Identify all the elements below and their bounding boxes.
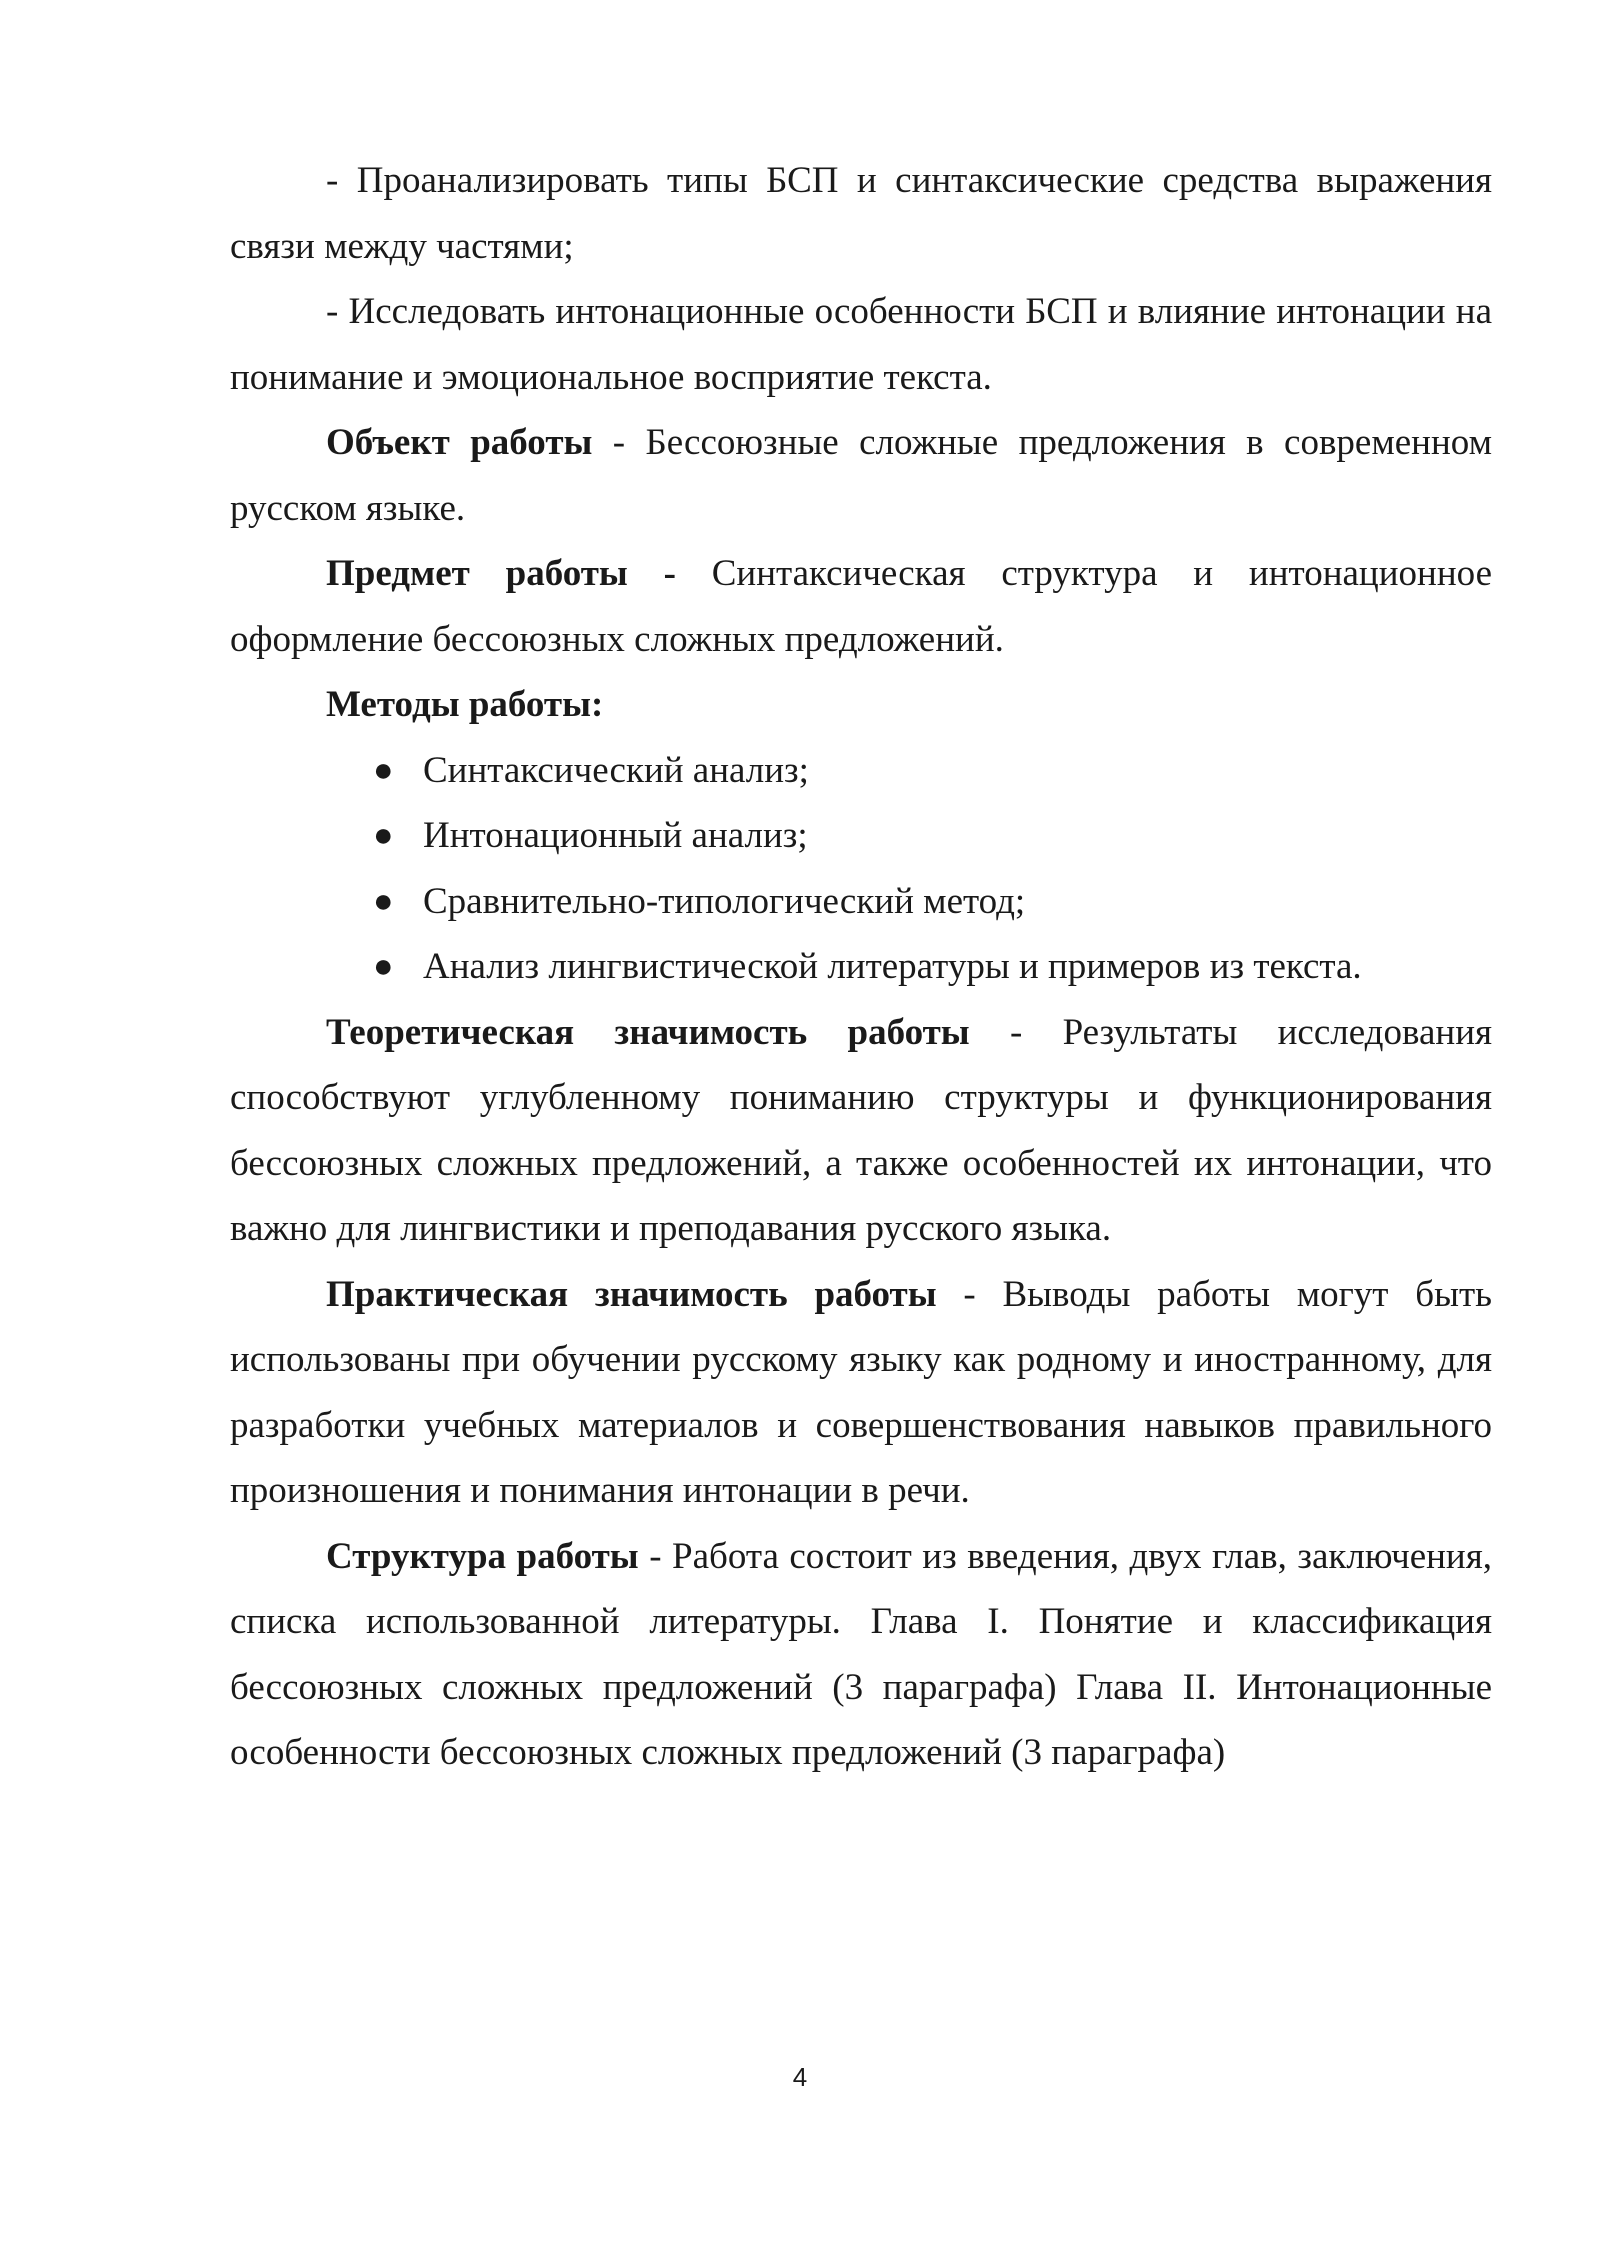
practical-label: Практическая значимость работы: [326, 1273, 937, 1315]
object-paragraph: [230, 410, 1492, 541]
practical-paragraph: [230, 1262, 1492, 1524]
methods-item-text: Интонационный анализ;: [423, 815, 808, 856]
methods-list: [230, 738, 1492, 1000]
methods-heading: Методы работы:: [326, 684, 604, 725]
bullet-icon: ●: [373, 817, 394, 854]
structure-label: Структура работы: [326, 1535, 639, 1577]
subject-text: Синтаксическая структура и интонационное оформление бессоюзных сложных предложений.: [230, 553, 1492, 660]
task-item-1: - Проанализировать типы БСП и синтаксические средства выражения связи между частями;: [230, 160, 1492, 267]
bullet-icon: ●: [373, 751, 394, 789]
methods-item-text: Сравнительно-типологический метод;: [423, 880, 1026, 922]
subject-paragraph: [230, 541, 1492, 672]
subject-label: Предмет работы -: [326, 553, 676, 594]
bullet-icon: ●: [373, 948, 394, 985]
methods-list-item: [230, 934, 1492, 1000]
theoretical-paragraph: [230, 1000, 1492, 1262]
practical-text: - Выводы работы могут быть использованы при обучении русскому языку как родному и иностранному, для разработки учебных материалов и совершенствования навыков правильного произношения и понимания интонации в речи.: [230, 1273, 1492, 1511]
structure-paragraph: [230, 1524, 1492, 1786]
theoretical-label: Теоретическая значимость работы: [326, 1011, 970, 1053]
page-number: 4: [792, 2062, 808, 2092]
methods-list-item: [230, 803, 1492, 869]
bullet-icon: ●: [373, 882, 394, 920]
structure-text: - Работа состоит из введения, двух глав, заключения, списка использованной литературы. Глава I. Понятие и классификация бессоюзных сложных предложений (3 параграфа) Глава II. Интонационные особенности бессоюзных сложных предложений (3 параграфа): [230, 1535, 1493, 1773]
document-page: [230, 148, 1492, 1786]
theoretical-text: - Результаты исследования способствуют углубленному пониманию структуры и функционирования бессоюзных сложных предложений, а также особенностей их интонации, что важно для лингвистики и преподавания русского языка.: [230, 1011, 1493, 1249]
methods-item-text: Синтаксический анализ;: [423, 749, 809, 791]
methods-list-item: [230, 869, 1492, 935]
task-item-2: - Исследовать интонационные особенности БСП и влияние интонации на понимание и эмоциональное восприятие текста.: [230, 291, 1492, 398]
object-label: Объект работы: [326, 422, 593, 463]
methods-list-item: [230, 738, 1492, 804]
object-text: - Бессоюзные сложные предложения в современном русском языке.: [230, 422, 1492, 529]
methods-item-text: Анализ лингвистической литературы и примеров из текста.: [423, 946, 1362, 987]
